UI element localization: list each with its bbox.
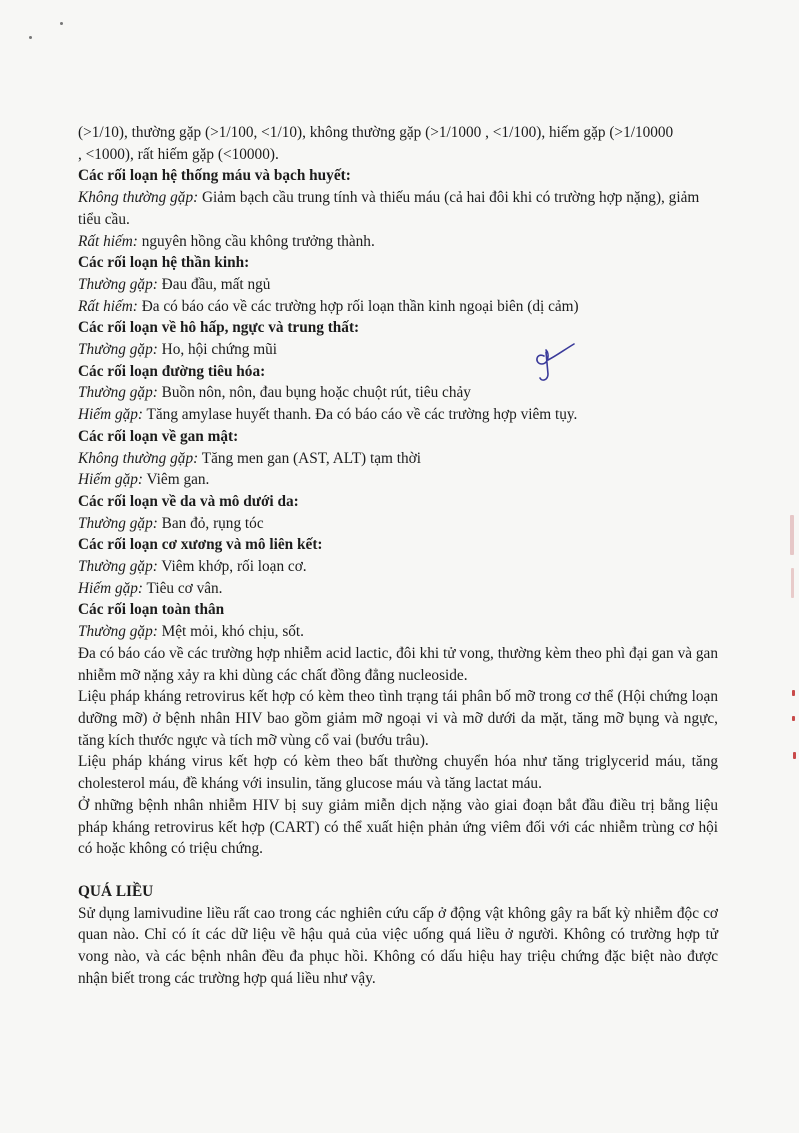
- section-item: [78, 404, 718, 426]
- frequency-label: Không thường gặp:: [78, 189, 199, 207]
- section-heading-general: Các rối loạn toàn thân: [78, 601, 225, 619]
- section-heading-skin: Các rối loạn về da và mô dưới da:: [78, 492, 299, 510]
- document-body: [78, 122, 718, 989]
- frequency-label: Thường gặp:: [78, 341, 158, 359]
- stamp-fragment: [790, 515, 794, 555]
- section-item: [78, 274, 718, 296]
- frequency-label: Rất hiếm:: [78, 232, 138, 250]
- section-item: [78, 621, 718, 643]
- section-heading-blood: Các rối loạn hệ thống máu và bạch huyết:: [78, 167, 351, 185]
- item-text: Đau đầu, mất ngủ: [157, 275, 271, 293]
- item-text: Mệt mỏi, khó chịu, sốt.: [157, 623, 304, 641]
- item-text: Viêm khớp, rối loạn cơ.: [157, 558, 307, 576]
- section-item: [78, 382, 718, 404]
- section-item: [78, 513, 718, 535]
- frequency-label: Không thường gặp:: [78, 449, 199, 467]
- item-text: Tăng amylase huyết thanh. Đa có báo cáo về các trường hợp viêm tụy.: [143, 406, 578, 424]
- frequency-intro-line-2: , <1000), rất hiếm gặp (<10000).: [78, 145, 279, 163]
- frequency-label: Thường gặp:: [78, 384, 158, 402]
- overdose-title: QUÁ LIỀU: [78, 882, 154, 900]
- item-text: Giảm bạch cầu trung tính và thiếu máu (cả hai đôi khi có trường hợp nặng), giảm tiểu cầu.: [78, 189, 700, 228]
- section-heading-musculoskeletal: Các rối loạn cơ xương và mô liên kết:: [78, 536, 323, 554]
- section-item: [78, 578, 718, 600]
- frequency-label: Thường gặp:: [78, 275, 158, 293]
- frequency-label: Rất hiếm:: [78, 297, 138, 315]
- stamp-fragment: [793, 752, 796, 759]
- paragraph-metabolic: Liệu pháp kháng virus kết hợp có kèm theo bất thường chuyển hóa như tăng triglycerid máu, tăng cholesterol máu, đề kháng với insulin, tăng glucose máu và tăng lactat máu.: [78, 753, 718, 793]
- item-text: Viêm gan.: [143, 471, 210, 489]
- section-heading-gastrointestinal: Các rối loạn đường tiêu hóa:: [78, 362, 266, 380]
- stamp-fragment: [791, 568, 794, 598]
- frequency-label: Hiếm gặp:: [78, 406, 143, 424]
- overdose-text: Sử dụng lamivudine liều rất cao trong các nghiên cứu cấp ở động vật không gây ra bất kỳ nhiễm độc cơ quan nào. Chỉ có ít các dữ liệu về hậu quả của việc uống quá liều ở người. Không có trường hợp tử vong nào, và các bệnh nhân đều đa phục hồi. Không có dấu hiệu hay triệu chứng đặc biệt nào được nhận biết trong các trường hợp quá liều như vậy.: [78, 904, 718, 987]
- item-text: Ho, hội chứng mũi: [157, 341, 278, 359]
- section-item: [78, 448, 718, 470]
- section-item: [78, 469, 718, 491]
- frequency-label: Thường gặp:: [78, 514, 158, 532]
- paragraph-lactic-acidosis: Đa có báo cáo về các trường hợp nhiễm acid lactic, đôi khi tử vong, thường kèm theo phì đại gan và gan nhiễm mỡ nặng xảy ra khi dùng các chất đồng đẳng nucleoside.: [78, 644, 718, 684]
- scan-speck: [60, 22, 63, 25]
- stamp-fragment: [792, 716, 795, 721]
- item-text: Đa có báo cáo về các trường hợp rối loạn thần kinh ngoại biên (dị cảm): [137, 297, 579, 315]
- frequency-label: Thường gặp:: [78, 558, 158, 576]
- item-text: Ban đỏ, rụng tóc: [157, 514, 264, 532]
- section-item: [78, 187, 718, 230]
- section-heading-nervous: Các rối loạn hệ thần kinh:: [78, 254, 250, 272]
- section-item: [78, 556, 718, 578]
- section-item: [78, 339, 718, 361]
- frequency-label: Hiếm gặp:: [78, 579, 143, 597]
- frequency-label: Thường gặp:: [78, 623, 158, 641]
- paragraph-immune-reconstitution: Ở những bệnh nhân nhiễm HIV bị suy giảm miễn dịch nặng vào giai đoạn bắt đầu điều trị bằng liệu pháp kháng retrovirus kết hợp (CART) có thể xuất hiện phản ứng viêm đối với các nhiễm trùng cơ hội có hoặc không có triệu chứng.: [78, 796, 718, 858]
- frequency-intro-line-1: (>1/10), thường gặp (>1/100, <1/10), không thường gặp (>1/1000 , <1/100), hiếm gặp (>1/10000: [78, 124, 674, 141]
- item-text: Tăng men gan (AST, ALT) tạm thời: [198, 449, 421, 467]
- paragraph-lipodystrophy: Liệu pháp kháng retrovirus kết hợp có kèm theo tình trạng tái phân bố mỡ trong cơ thể (Hội chứng loạn dưỡng mỡ) ở bệnh nhân HIV bao gồm giảm mỡ ngoại vi và mỡ dưới da mặt, tăng mỡ bụng và ngực, tăng kích thước ngực và tích mỡ vùng cổ vai (bướu trâu).: [78, 688, 718, 749]
- item-text: Buồn nôn, nôn, đau bụng hoặc chuột rút, tiêu chảy: [157, 384, 471, 402]
- scan-speck: [29, 36, 32, 39]
- section-heading-respiratory: Các rối loạn về hô hấp, ngực và trung thất:: [78, 319, 360, 337]
- section-item: [78, 296, 718, 318]
- item-text: nguyên hồng cầu không trưởng thành.: [137, 232, 375, 250]
- frequency-label: Hiếm gặp:: [78, 471, 143, 489]
- stamp-fragment: [792, 690, 795, 696]
- section-item: [78, 231, 718, 253]
- item-text: Tiêu cơ vân.: [143, 579, 223, 597]
- section-heading-hepatobiliary: Các rối loạn về gan mật:: [78, 427, 239, 445]
